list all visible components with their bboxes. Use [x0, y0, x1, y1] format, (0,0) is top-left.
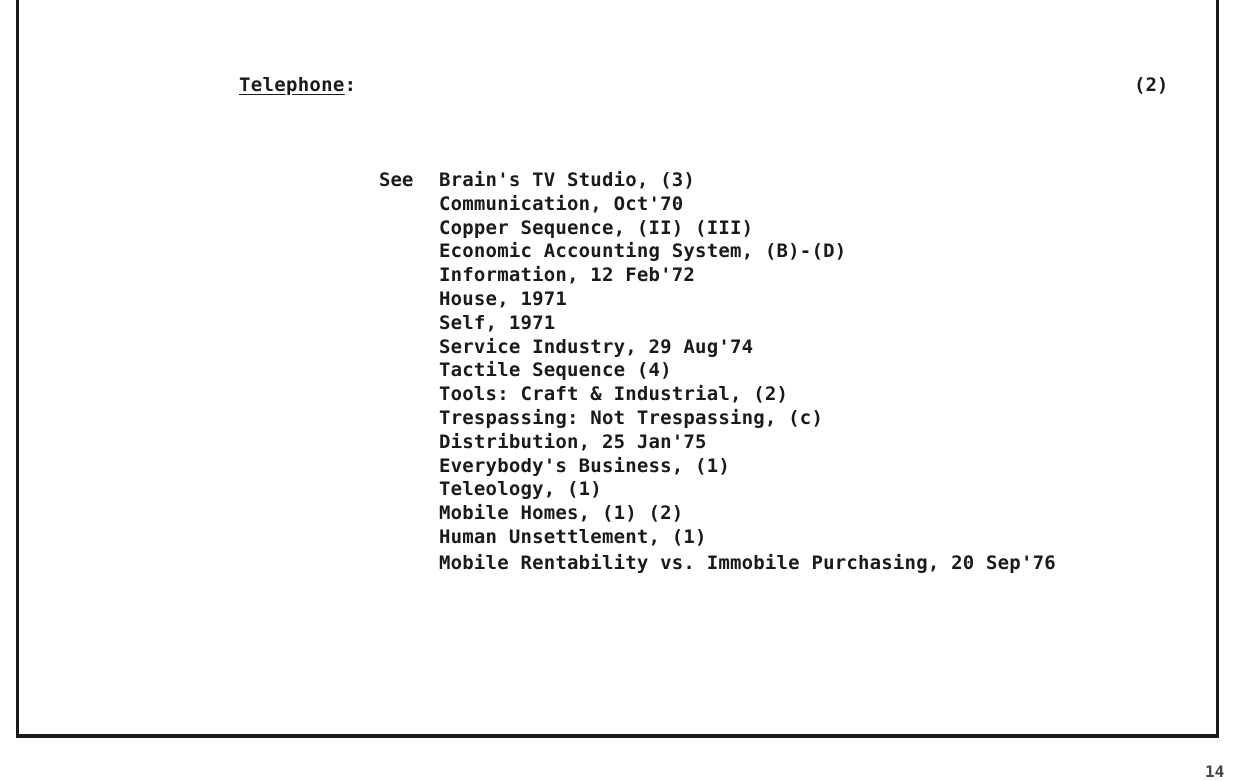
reference-item: Human Unsettlement, (1) — [439, 525, 707, 548]
reference-item: Information, 12 Feb'72 — [439, 264, 696, 287]
reference-item: Teleology, (1) — [439, 478, 602, 501]
reference-item: Mobile Rentability vs. Immobile Purchasing, 20 Sep'76 — [439, 551, 1056, 574]
heading-title: Telephone — [239, 74, 345, 96]
reference-list — [439, 169, 1056, 576]
reference-item: Copper Sequence, (II) (III) — [439, 216, 754, 239]
reference-item: Trespassing: Not Trespassing, (c) — [439, 406, 824, 429]
reference-item: Tools: Craft & Industrial, (2) — [439, 383, 789, 406]
reference-item: Service Industry, 29 Aug'74 — [439, 335, 754, 358]
reference-item: Distribution, 25 Jan'75 — [439, 430, 707, 453]
index-card — [16, 0, 1219, 738]
see-label: See — [379, 169, 414, 191]
reference-item: Self, 1971 — [439, 311, 556, 334]
reference-item: House, 1971 — [439, 287, 568, 310]
reference-item: Tactile Sequence (4) — [439, 359, 672, 382]
heading-colon: : — [344, 74, 357, 96]
page-number: 14 — [1205, 762, 1225, 781]
reference-item: Economic Accounting System, (B)-(D) — [439, 240, 847, 263]
card-heading — [239, 74, 356, 96]
reference-item: Everybody's Business, (1) — [439, 454, 730, 477]
reference-item: Brain's TV Studio, (3) — [439, 169, 696, 191]
reference-item: Mobile Homes, (1) (2) — [439, 502, 684, 525]
card-number: (2) — [1134, 74, 1169, 96]
reference-item: Communication, Oct'70 — [439, 192, 684, 215]
